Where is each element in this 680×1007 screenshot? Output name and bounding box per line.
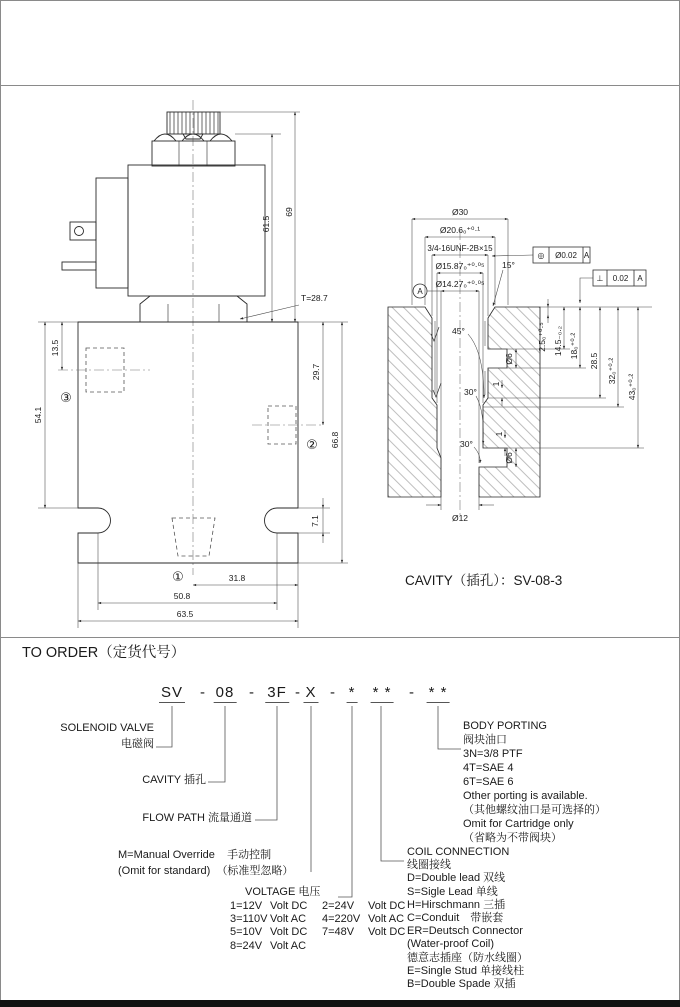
coil-body — [128, 165, 265, 296]
code-dash-4: - — [330, 684, 336, 701]
surface-roughness-icon — [431, 327, 441, 397]
voltage-cell: Volt DC — [368, 926, 406, 939]
dim-depth-18: 18₀⁺⁰·² — [569, 332, 579, 360]
body-porting-block — [463, 719, 606, 845]
dim-depth-28-5: 28.5 — [589, 352, 599, 370]
coil-line: B=Double Spade 双插 — [407, 978, 516, 991]
port-3-balloon: ③ — [60, 390, 72, 405]
dim-dia15-87: Ø15.87₀⁺⁰·⁰⁵ — [435, 261, 485, 271]
geometric-tolerances — [413, 247, 646, 298]
dim-depth-32: 32₀⁺⁰·² — [607, 357, 617, 385]
voltage-cell: 8=24V — [230, 939, 263, 952]
dim-29-7: 29.7 — [311, 363, 321, 381]
coil-line: S=Sigle Lead 单线 — [407, 885, 498, 898]
body-porting-line: Other porting is available. — [463, 790, 588, 802]
coil-line: 德意志插座（防水线圈） — [407, 951, 528, 964]
coil-line: H=Hirschmann 三插 — [407, 898, 506, 911]
fcf2-tolerance: 0.02 — [612, 274, 629, 283]
voltage-cell: Volt DC — [368, 900, 406, 912]
coil-line: (Water-proof Coil) — [407, 938, 494, 951]
dim-54-1: 54.1 — [33, 406, 43, 424]
manual-override-line1 — [118, 849, 271, 862]
dim-cham1-a: 1 — [491, 381, 501, 387]
voltage-cell: 7=48V — [322, 926, 355, 939]
dim-depth-2-5: 2.5₀⁺⁰·⁵ — [537, 322, 547, 352]
code-seg-3f: 3F — [267, 684, 287, 701]
voltage-cell — [322, 940, 368, 953]
code-dash-2: - — [249, 684, 255, 701]
fcf1-tolerance: Ø0.02 — [555, 251, 577, 260]
cavity-material-right — [479, 307, 540, 497]
valve-hex-body — [140, 296, 247, 322]
body-porting-line: 4T=SAE 4 — [463, 762, 514, 774]
electrical-connector — [62, 178, 128, 288]
dim-dia12: Ø12 — [451, 513, 469, 523]
cavity-code-label: CAVITY 插孔 — [142, 774, 206, 786]
voltage-cell: Volt AC — [270, 913, 307, 926]
voltage-cell: 3=110V — [230, 913, 268, 926]
code-seg-coil: * * — [372, 684, 392, 701]
dim-69: 69 — [284, 207, 294, 217]
code-dash-3: - — [295, 684, 301, 701]
coil-connection-block — [407, 846, 528, 991]
body-porting-line: 阀块油口 — [463, 734, 507, 746]
manual-override-en2: (Omit for standard) — [118, 865, 211, 877]
dim-31-8: 31.8 — [228, 573, 246, 583]
dim-T-28-7: T=28.7 — [301, 293, 328, 303]
cavity-material-left — [388, 307, 441, 497]
dim-13-5: 13.5 — [50, 339, 60, 357]
dim-dia6-a: Ø6 — [504, 353, 514, 365]
body-porting-line: 6T=SAE 6 — [463, 776, 514, 788]
voltage-cell: 5=10V — [230, 926, 263, 939]
manual-override-en1: M=Manual Override — [118, 849, 215, 861]
body-porting-line: （其他螺纹油口是可选择的） — [463, 804, 606, 816]
valve-body-block — [78, 322, 298, 563]
solenoid-valve-label-en: SOLENOID VALVE — [60, 722, 154, 734]
port-1-balloon: ① — [172, 569, 184, 584]
solenoid-valve-label-cn: 电磁阀 — [121, 738, 154, 750]
voltage-cell: Volt AC — [368, 913, 405, 926]
dim-61-5: 61.5 — [261, 215, 271, 233]
dim-depth-14-5: 14.5₋₀.₂ — [553, 325, 563, 357]
dim-dia30: Ø30 — [451, 207, 469, 217]
voltage-cell: 1=12V — [230, 900, 263, 912]
coil-line: ER=Deutsch Connector — [407, 925, 523, 938]
voltage-title: VOLTAGE 电压 — [245, 886, 321, 898]
code-seg-08: 08 — [215, 684, 235, 701]
dim-cham1-b: 1 — [494, 431, 504, 437]
manual-override-cn1: 手动控制 — [227, 849, 272, 861]
voltage-cell: Volt DC — [270, 926, 308, 939]
coil-line: D=Double lead 双线 — [407, 872, 506, 885]
code-seg-sv: SV — [160, 684, 184, 701]
dim-7-1: 7.1 — [310, 515, 320, 527]
fcf2-datum: A — [637, 274, 643, 283]
dim-depth-43: 43₀⁺⁰·² — [627, 373, 637, 401]
fcf1-symbol: ◎ — [537, 251, 545, 260]
order-section-title: TO ORDER（定货代号） — [22, 645, 186, 661]
body-porting-line: 3N=3/8 PTF — [463, 748, 523, 760]
voltage-table — [230, 900, 428, 953]
coil-line: E=Single Stud 单接线柱 — [407, 964, 525, 977]
flow-path-label: FLOW PATH 流量通道 — [142, 812, 252, 824]
body-porting-line: （省略为不带阀块） — [463, 832, 562, 844]
fcf2-symbol: ⊥ — [596, 274, 604, 283]
body-porting-line: Omit for Cartridge only — [463, 818, 574, 830]
code-seg-x: X — [305, 684, 317, 701]
coil-connection-title: COIL CONNECTION — [407, 846, 510, 858]
port-1-hidden — [172, 518, 215, 556]
dim-30deg-b: 30° — [460, 439, 473, 449]
dim-45deg: 45° — [452, 326, 465, 336]
voltage-cell: Volt DC — [270, 900, 308, 912]
fcf1-datum: A — [583, 251, 590, 260]
dim-dia14-27: Ø14.27₀⁺⁰·⁰⁵ — [435, 279, 485, 289]
technical-drawings — [0, 85, 680, 637]
port-2-balloon: ② — [306, 437, 318, 452]
voltage-cell: 4=220V — [322, 913, 361, 926]
voltage-cell: 2=24V — [322, 900, 355, 912]
dim-66-8: 66.8 — [330, 431, 340, 449]
cavity-caption: CAVITY（插孔）：SV-08-3 — [405, 573, 563, 588]
dim-dia20-6: Ø20.6₀⁺⁰·¹ — [439, 225, 481, 235]
code-seg-voltage: * — [348, 684, 356, 701]
code-seg-porting: * * — [428, 684, 448, 701]
manual-override-knob — [167, 112, 220, 134]
dim-50-8: 50.8 — [173, 591, 191, 601]
dim-thread: 3/4-16UNF-2B×15 — [427, 244, 493, 253]
dim-30deg-a: 30° — [464, 387, 477, 397]
code-dash-1: - — [200, 684, 206, 701]
manual-override-line2 — [118, 865, 293, 878]
body-porting-title: BODY PORTING — [463, 720, 547, 732]
solenoid-valve-front-view — [58, 100, 324, 575]
voltage-cell: Volt AC — [270, 939, 307, 952]
dim-63-5: 63.5 — [176, 609, 194, 619]
left-view-dimension-labels — [33, 207, 340, 619]
datum-A-label: A — [417, 287, 423, 296]
coil-line: C=Conduit 带嵌套 — [407, 912, 504, 925]
dim-15deg: 15° — [502, 260, 515, 270]
code-dash-5: - — [409, 684, 415, 701]
dim-dia6-b: Ø6 — [504, 452, 514, 464]
manual-override-cn2: （标准型忽略） — [216, 865, 294, 877]
coil-line: 线圈接线 — [407, 859, 451, 872]
